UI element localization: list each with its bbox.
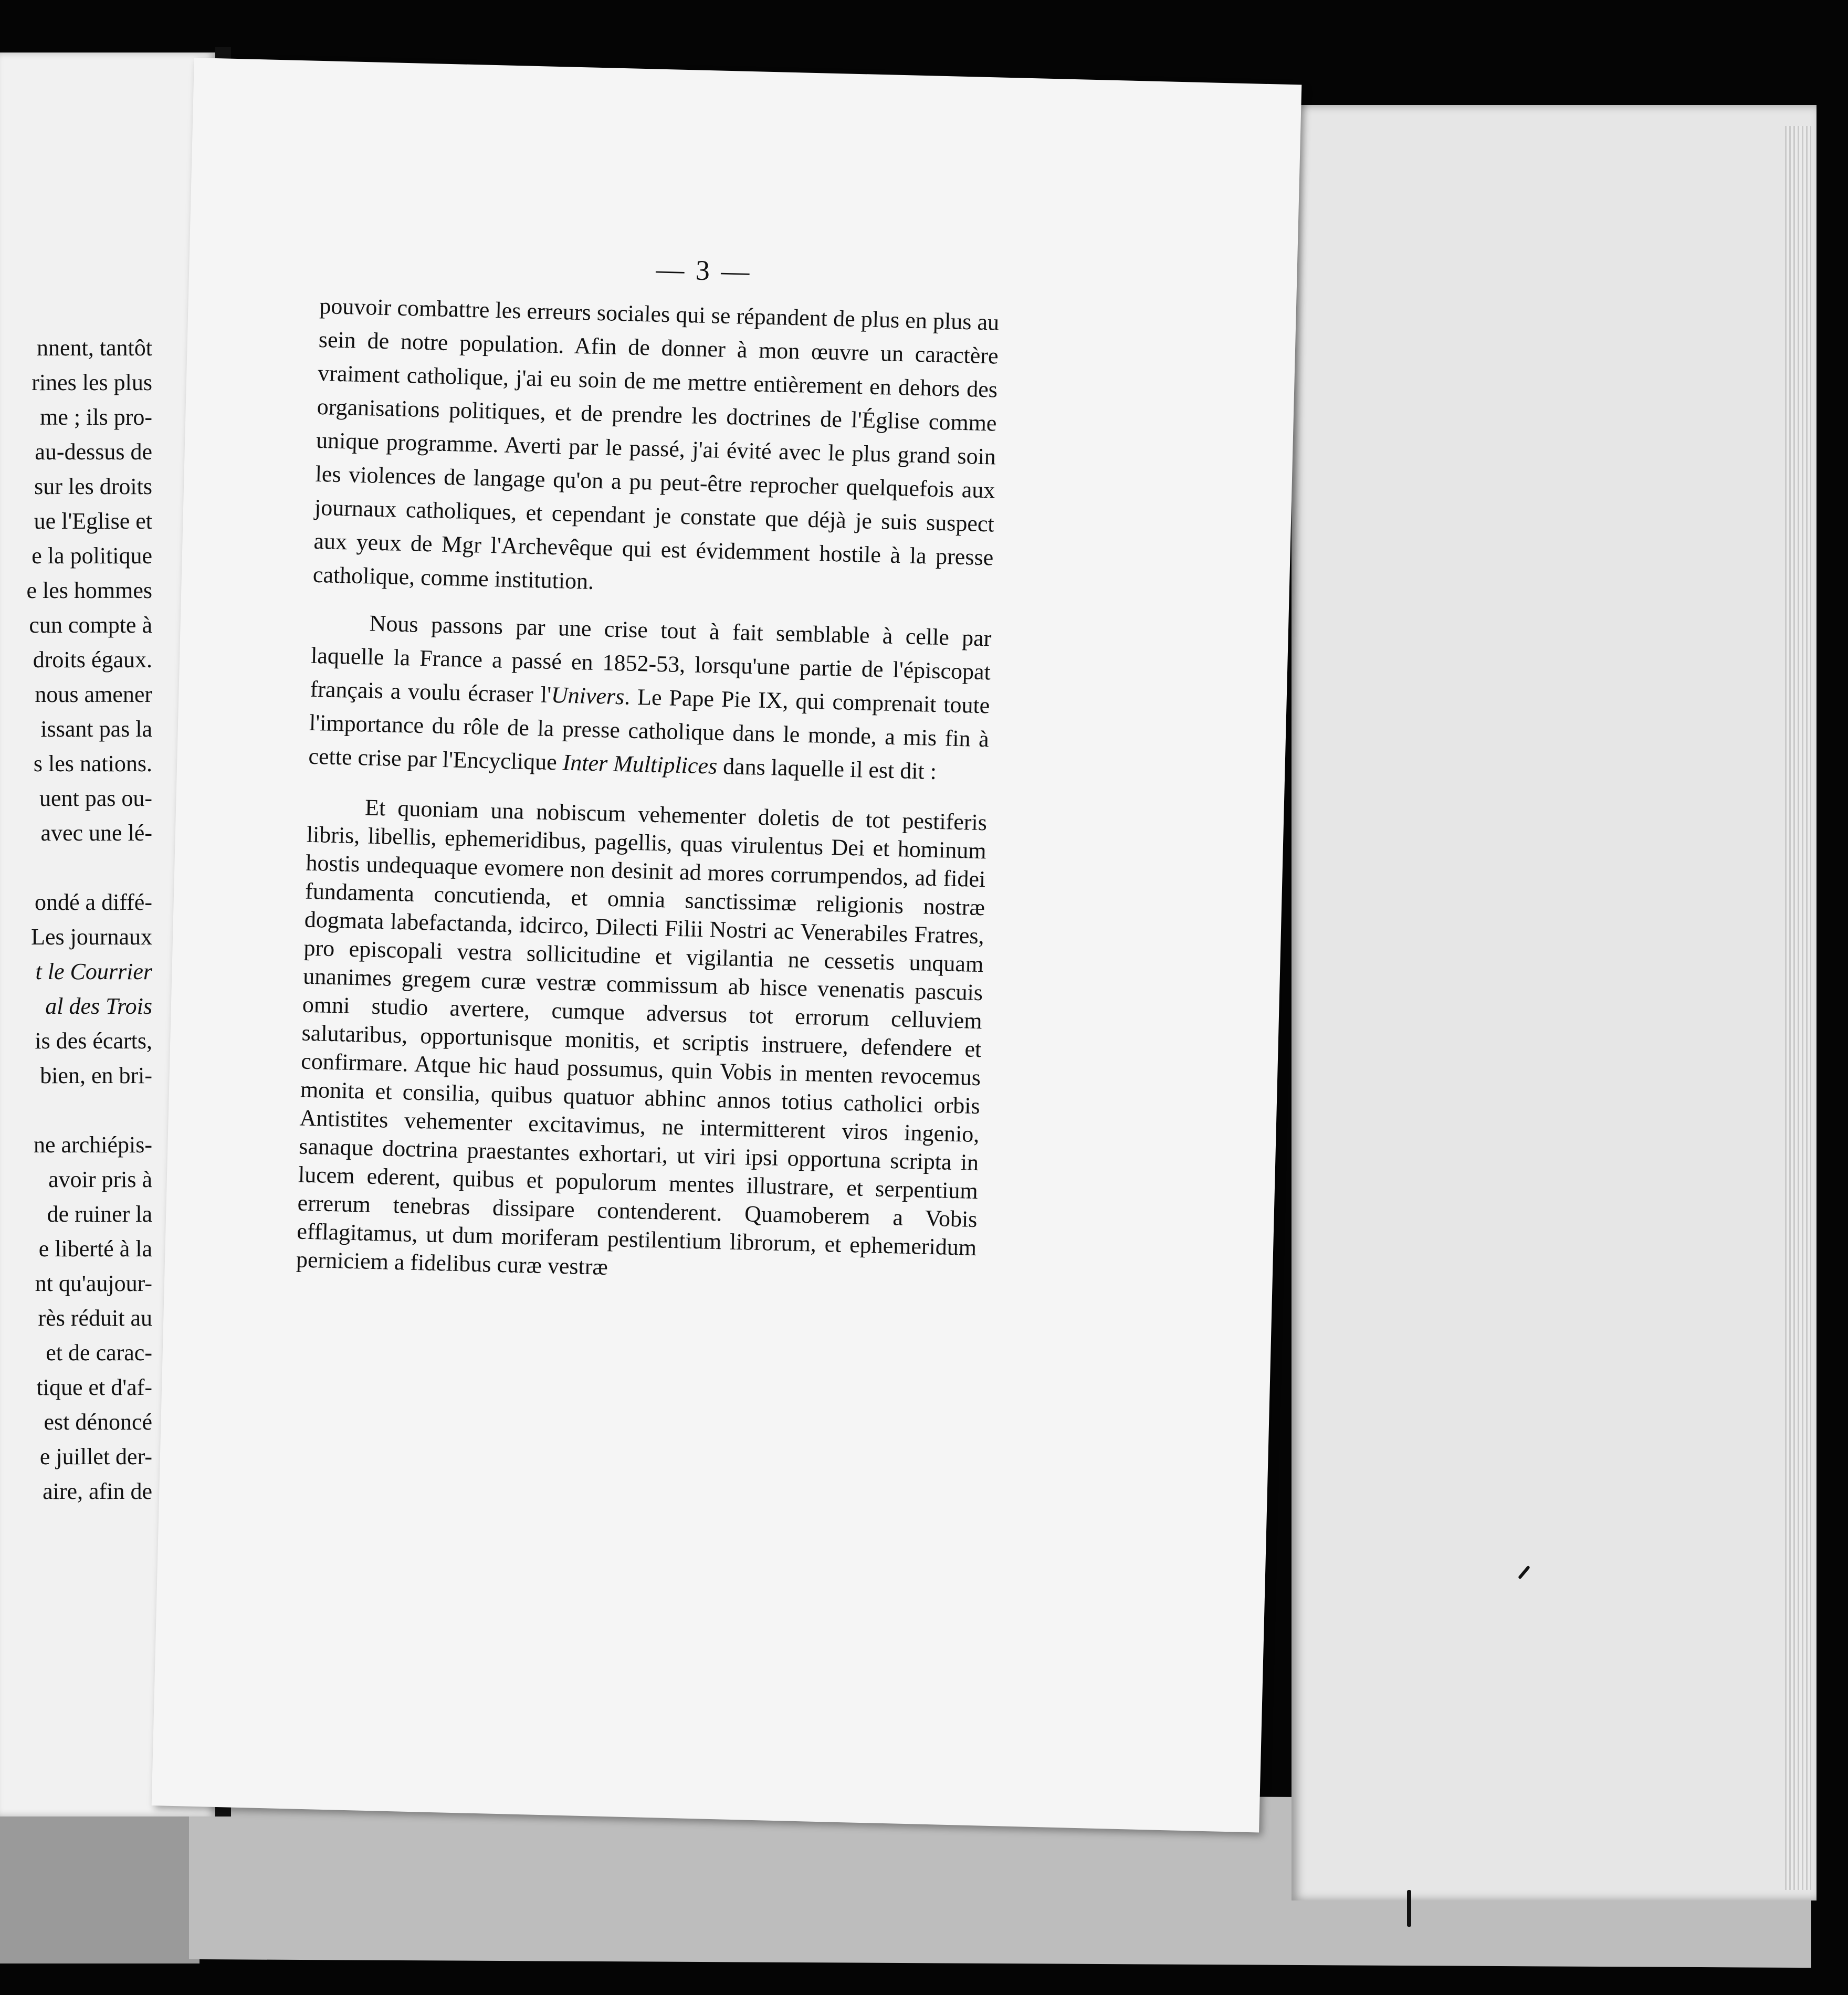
page-stack-edge: [1785, 126, 1811, 1890]
previous-page-line: de ruiner la: [47, 1201, 152, 1227]
blank-line: [26, 850, 152, 885]
previous-page-line: e juillet der-: [39, 1444, 152, 1469]
latin-quote: Et quoniam una nobiscum vehementer doletis de tot pestiferis libris, libellis, ephemeridibus, pagellis, quas virulentus Dei et hominum hostis undequaque evomere non desinit ad mores corrumpendos, ad fidei fundamenta concutienda, et omnia sanctissimæ religionis nostræ dogmata labefactanda, idcirco, Dilecti Filii Nostri ac Venerabiles Fratres, pro episcopali vestra sollicitudine et vigilantia ne cessetis unquam unanimes gregem curæ vestræ commissum ab hisce venenatis pascuis omni studio avertere, cumque adversus tot errorum celluviem salutaribus, opportunisque monitis, et scriptis instruere, defendere et confirmare. Atque hic haud possumus, quin Vobis in menten revocemus monita et consilia, quibus quatuor abhinc annos totius catholici orbis Antistites vehementer excitavimus, ne intermitterent viros ingenio, sanaque doctrina praestantes exhortari, ut viri ipsi opportuna scripta in lucem ederent, quibus et populorum mentes illustrare, et serpentium errerum tenebras dissipare contenderent. Quamoberem a Vobis efflagitamus, ut dum moriferam pestilentium librorum, et ephemeridum perniciem a fidelibus curæ vestræ: [296, 794, 988, 1280]
encyclical-title: Inter Multiplices: [562, 749, 718, 779]
paragraph-2: [308, 605, 992, 790]
previous-page-line: is des écarts,: [35, 1028, 152, 1054]
paragraph-2-part-c: dans laquelle il est dit :: [717, 753, 937, 784]
previous-page-line: e la politique: [32, 543, 152, 569]
blank-line: [26, 1093, 152, 1128]
previous-page-line: cun compte à: [29, 612, 152, 638]
previous-page-line: nnent, tantôt: [37, 335, 152, 361]
previous-page-line: e les hommes: [26, 578, 152, 603]
previous-page-line: sur les droits: [34, 474, 152, 499]
previous-page-line: tique et d'af-: [36, 1374, 152, 1400]
previous-page-line: s les nations.: [33, 751, 152, 776]
previous-page-line: et de carac-: [46, 1340, 152, 1366]
page-number: — 3 —: [655, 253, 752, 288]
scan-speck: [1407, 1890, 1411, 1927]
previous-page-line: bien, en bri-: [40, 1063, 152, 1088]
previous-page-line: nous amener: [35, 681, 152, 707]
previous-page-line: rines les plus: [32, 370, 152, 395]
previous-page-line: t le Courrier: [35, 959, 152, 984]
previous-page-line: ondé a diffé-: [35, 889, 152, 915]
page-body: [296, 289, 999, 1290]
page-stack-right: [1292, 105, 1816, 1900]
paragraph-2-part-b: . Le Pape Pie IX, qui comprenait toute l'importance du rôle de la presse catholique dans le monde, a mis fin à cette crise par l'Encyclique: [308, 684, 990, 775]
univers-title: Univers: [551, 681, 625, 710]
previous-page-line: aire, afin de: [43, 1478, 152, 1504]
previous-page-line: droits égaux.: [33, 647, 152, 673]
previous-page-text: [26, 331, 152, 1509]
previous-page-line: e liberté à la: [38, 1236, 152, 1262]
previous-page-line: me ; ils pro-: [40, 404, 152, 430]
previous-page-line: avec une lé-: [40, 820, 152, 846]
previous-page-line: ue l'Eglise et: [34, 508, 152, 534]
previous-page-line: nt qu'aujour-: [35, 1270, 152, 1296]
previous-page-line: rès réduit au: [38, 1305, 152, 1331]
previous-page-line: uent pas ou-: [39, 785, 152, 811]
previous-page-line: Les journaux: [31, 924, 152, 950]
previous-page-line: issant pas la: [40, 716, 152, 742]
previous-page-line: ne archiépis-: [34, 1132, 152, 1158]
previous-page-line: al des Trois: [45, 993, 152, 1019]
lower-left-board: [0, 1811, 200, 1964]
current-page: [152, 58, 1302, 1833]
previous-page-line: avoir pris à: [48, 1167, 152, 1192]
previous-page-line: est dénoncé: [44, 1409, 152, 1435]
paragraph-1: pouvoir combattre les erreurs sociales qui se répandent de plus en plus au sein de notre population. Afin de donner à mon œuvre un caractère vraiment catholique, j'ai eu soin de me mettre entièrement en dehors des organisations politiques, et de prendre les doctrines de l'Église comme unique programme. Averti par le passé, j'ai évité avec le plus grand soin les violences de langage qu'on a pu peut-être reprocher quelquefois aux journaux catholiques, et cependant je constate que déjà je suis suspect aux yeux de Mgr l'Archevêque qui est évidemment hostile à la presse catholique, comme institution.: [312, 292, 1000, 594]
previous-page-line: au-dessus de: [35, 439, 152, 465]
paragraph-2-part-a: Nous passons par une crise tout à fait semblable à celle par laquelle la France a passé en 1852-53, lorsqu'une partie de l'épiscopat français a voulu écraser l': [310, 610, 992, 708]
